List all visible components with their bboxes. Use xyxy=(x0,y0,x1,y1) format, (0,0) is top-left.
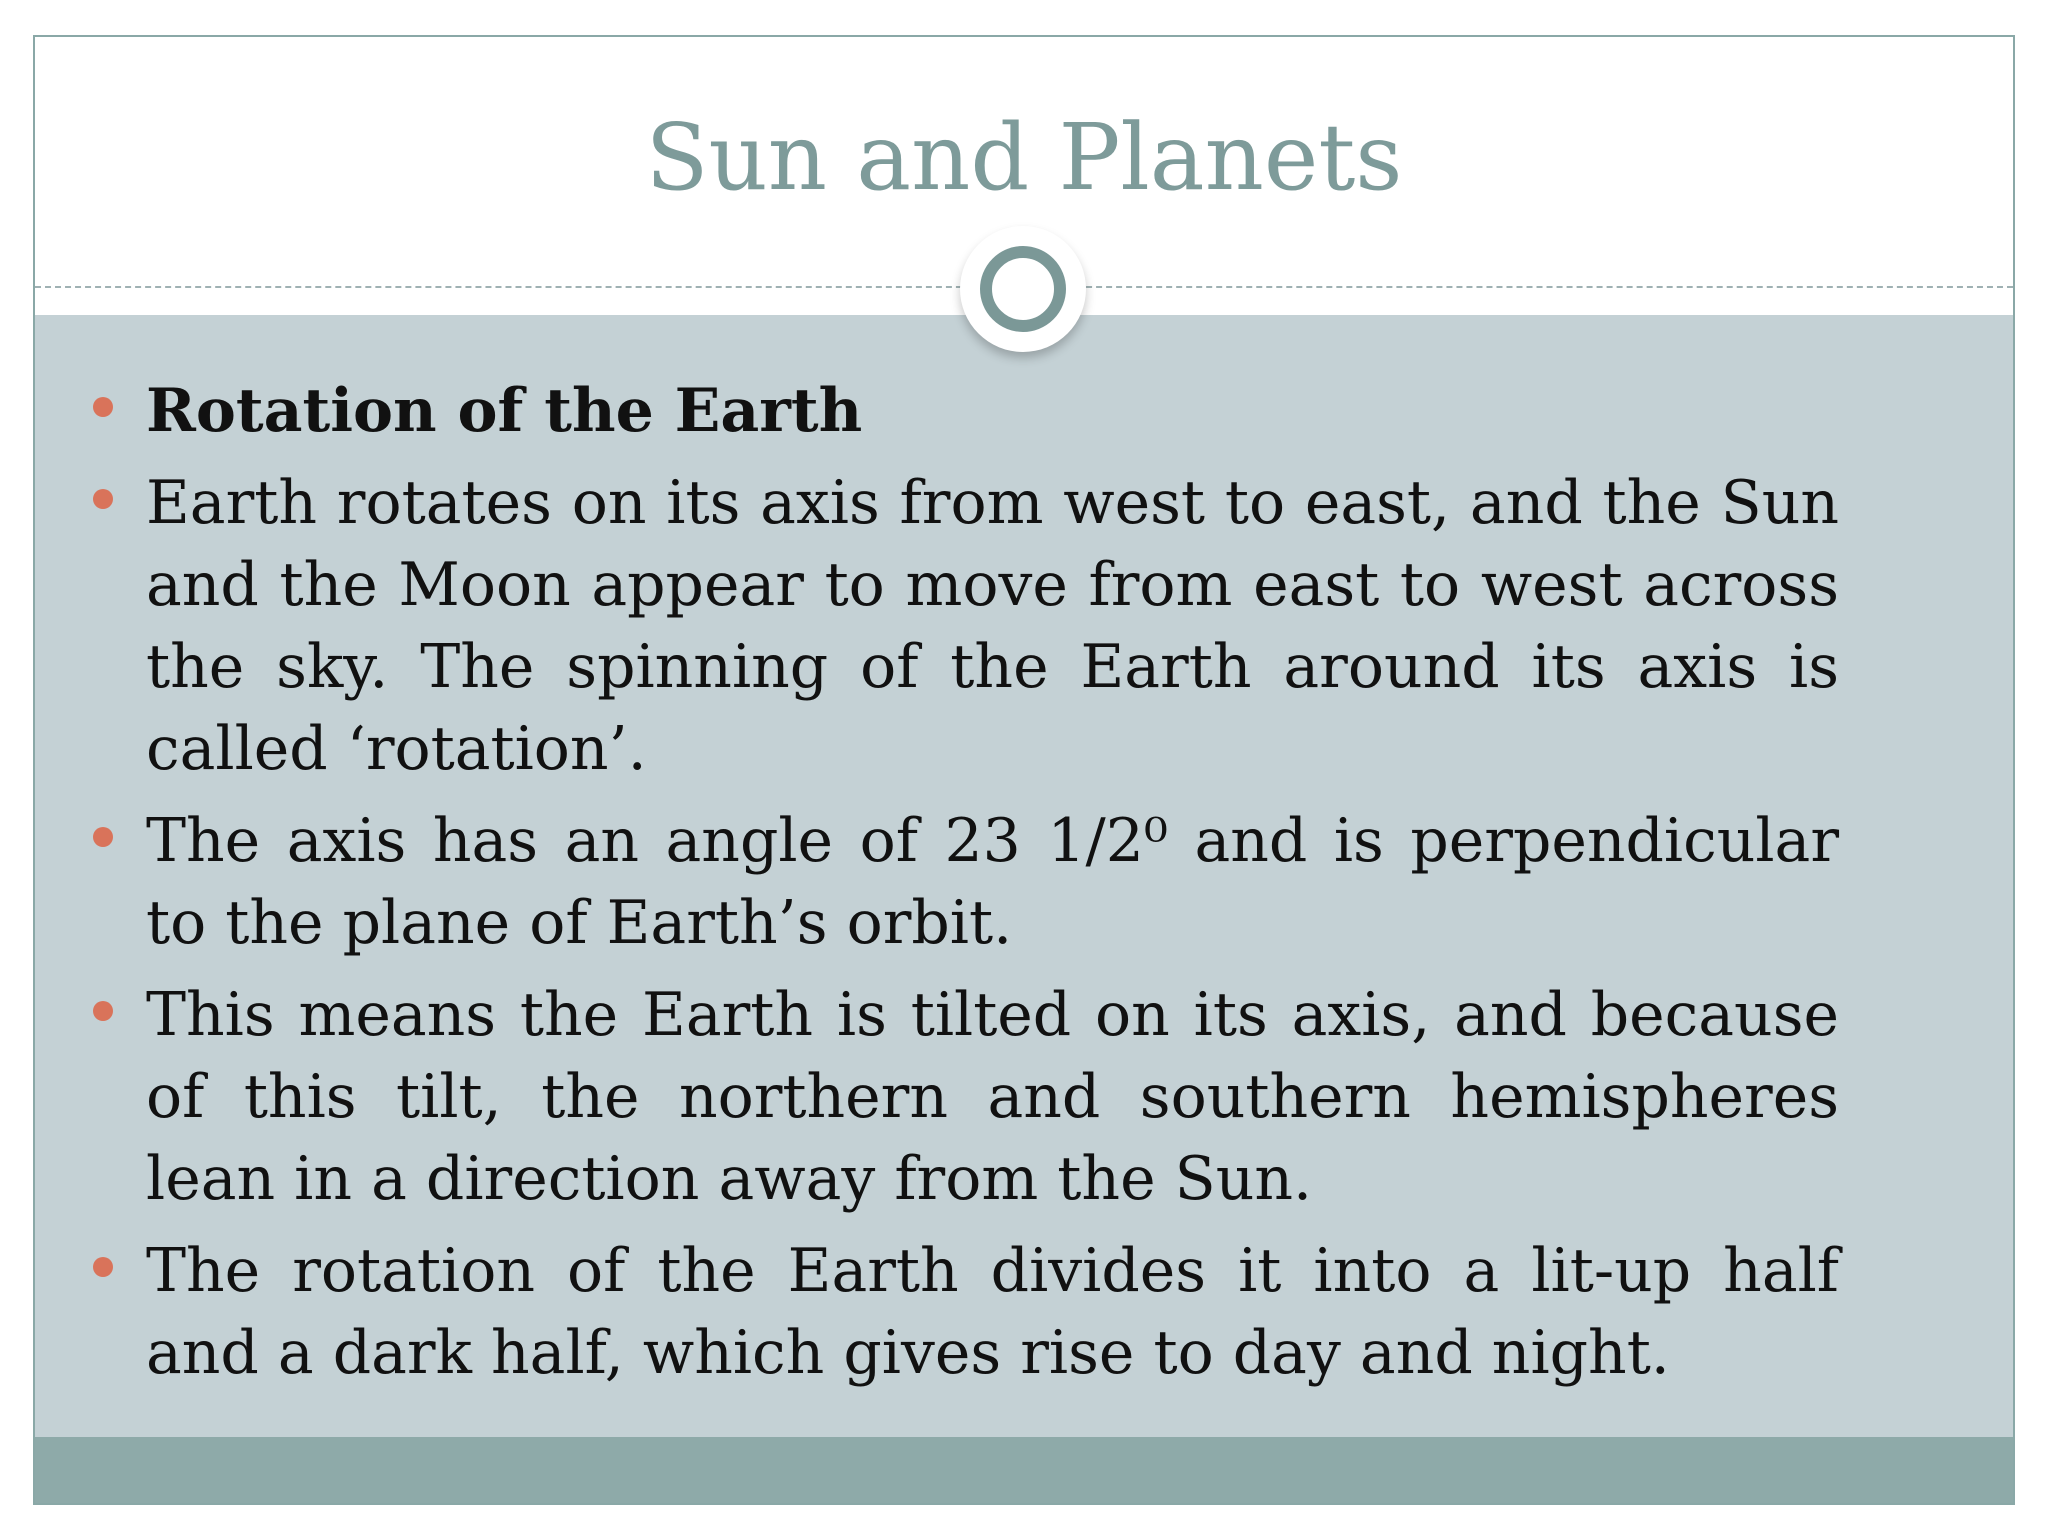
slide-title: Sun and Planets xyxy=(645,104,1403,211)
list-item xyxy=(146,800,1839,964)
bullet-dot-icon xyxy=(93,1001,113,1021)
bullet-dot-icon xyxy=(93,397,113,417)
bullet-text: This means the Earth is tilted on its axis, and because of this tilt, the northern and southern hemispheres lean in a direction away from the Sun. xyxy=(146,980,1839,1214)
footer-band xyxy=(35,1437,2013,1505)
list-item xyxy=(146,370,1839,452)
bullet-dot-icon xyxy=(93,1257,113,1277)
list-item xyxy=(146,974,1839,1220)
bullet-dot-icon xyxy=(93,489,113,509)
slide xyxy=(33,35,2015,1505)
list-item xyxy=(146,462,1839,790)
list-item xyxy=(146,1230,1839,1394)
bullet-text: Earth rotates on its axis from west to east, and the Sun and the Moon appear to move from east to west across the sky. The spinning of the Earth around its axis is called ‘rotation’. xyxy=(146,468,1839,784)
bullet-text: The axis has an angle of 23 1/2⁰ and is perpendicular to the plane of Earth’s orbit. xyxy=(146,806,1839,958)
ring-icon xyxy=(980,246,1066,332)
bullet-list xyxy=(146,370,1839,1394)
content-area xyxy=(35,315,2013,1437)
bullet-text: The rotation of the Earth divides it into a lit-up half and a dark half, which gives rise to day and night. xyxy=(146,1236,1839,1388)
bullet-dot-icon xyxy=(93,827,113,847)
title-badge xyxy=(960,226,1086,352)
bullet-text: Rotation of the Earth xyxy=(146,376,863,446)
